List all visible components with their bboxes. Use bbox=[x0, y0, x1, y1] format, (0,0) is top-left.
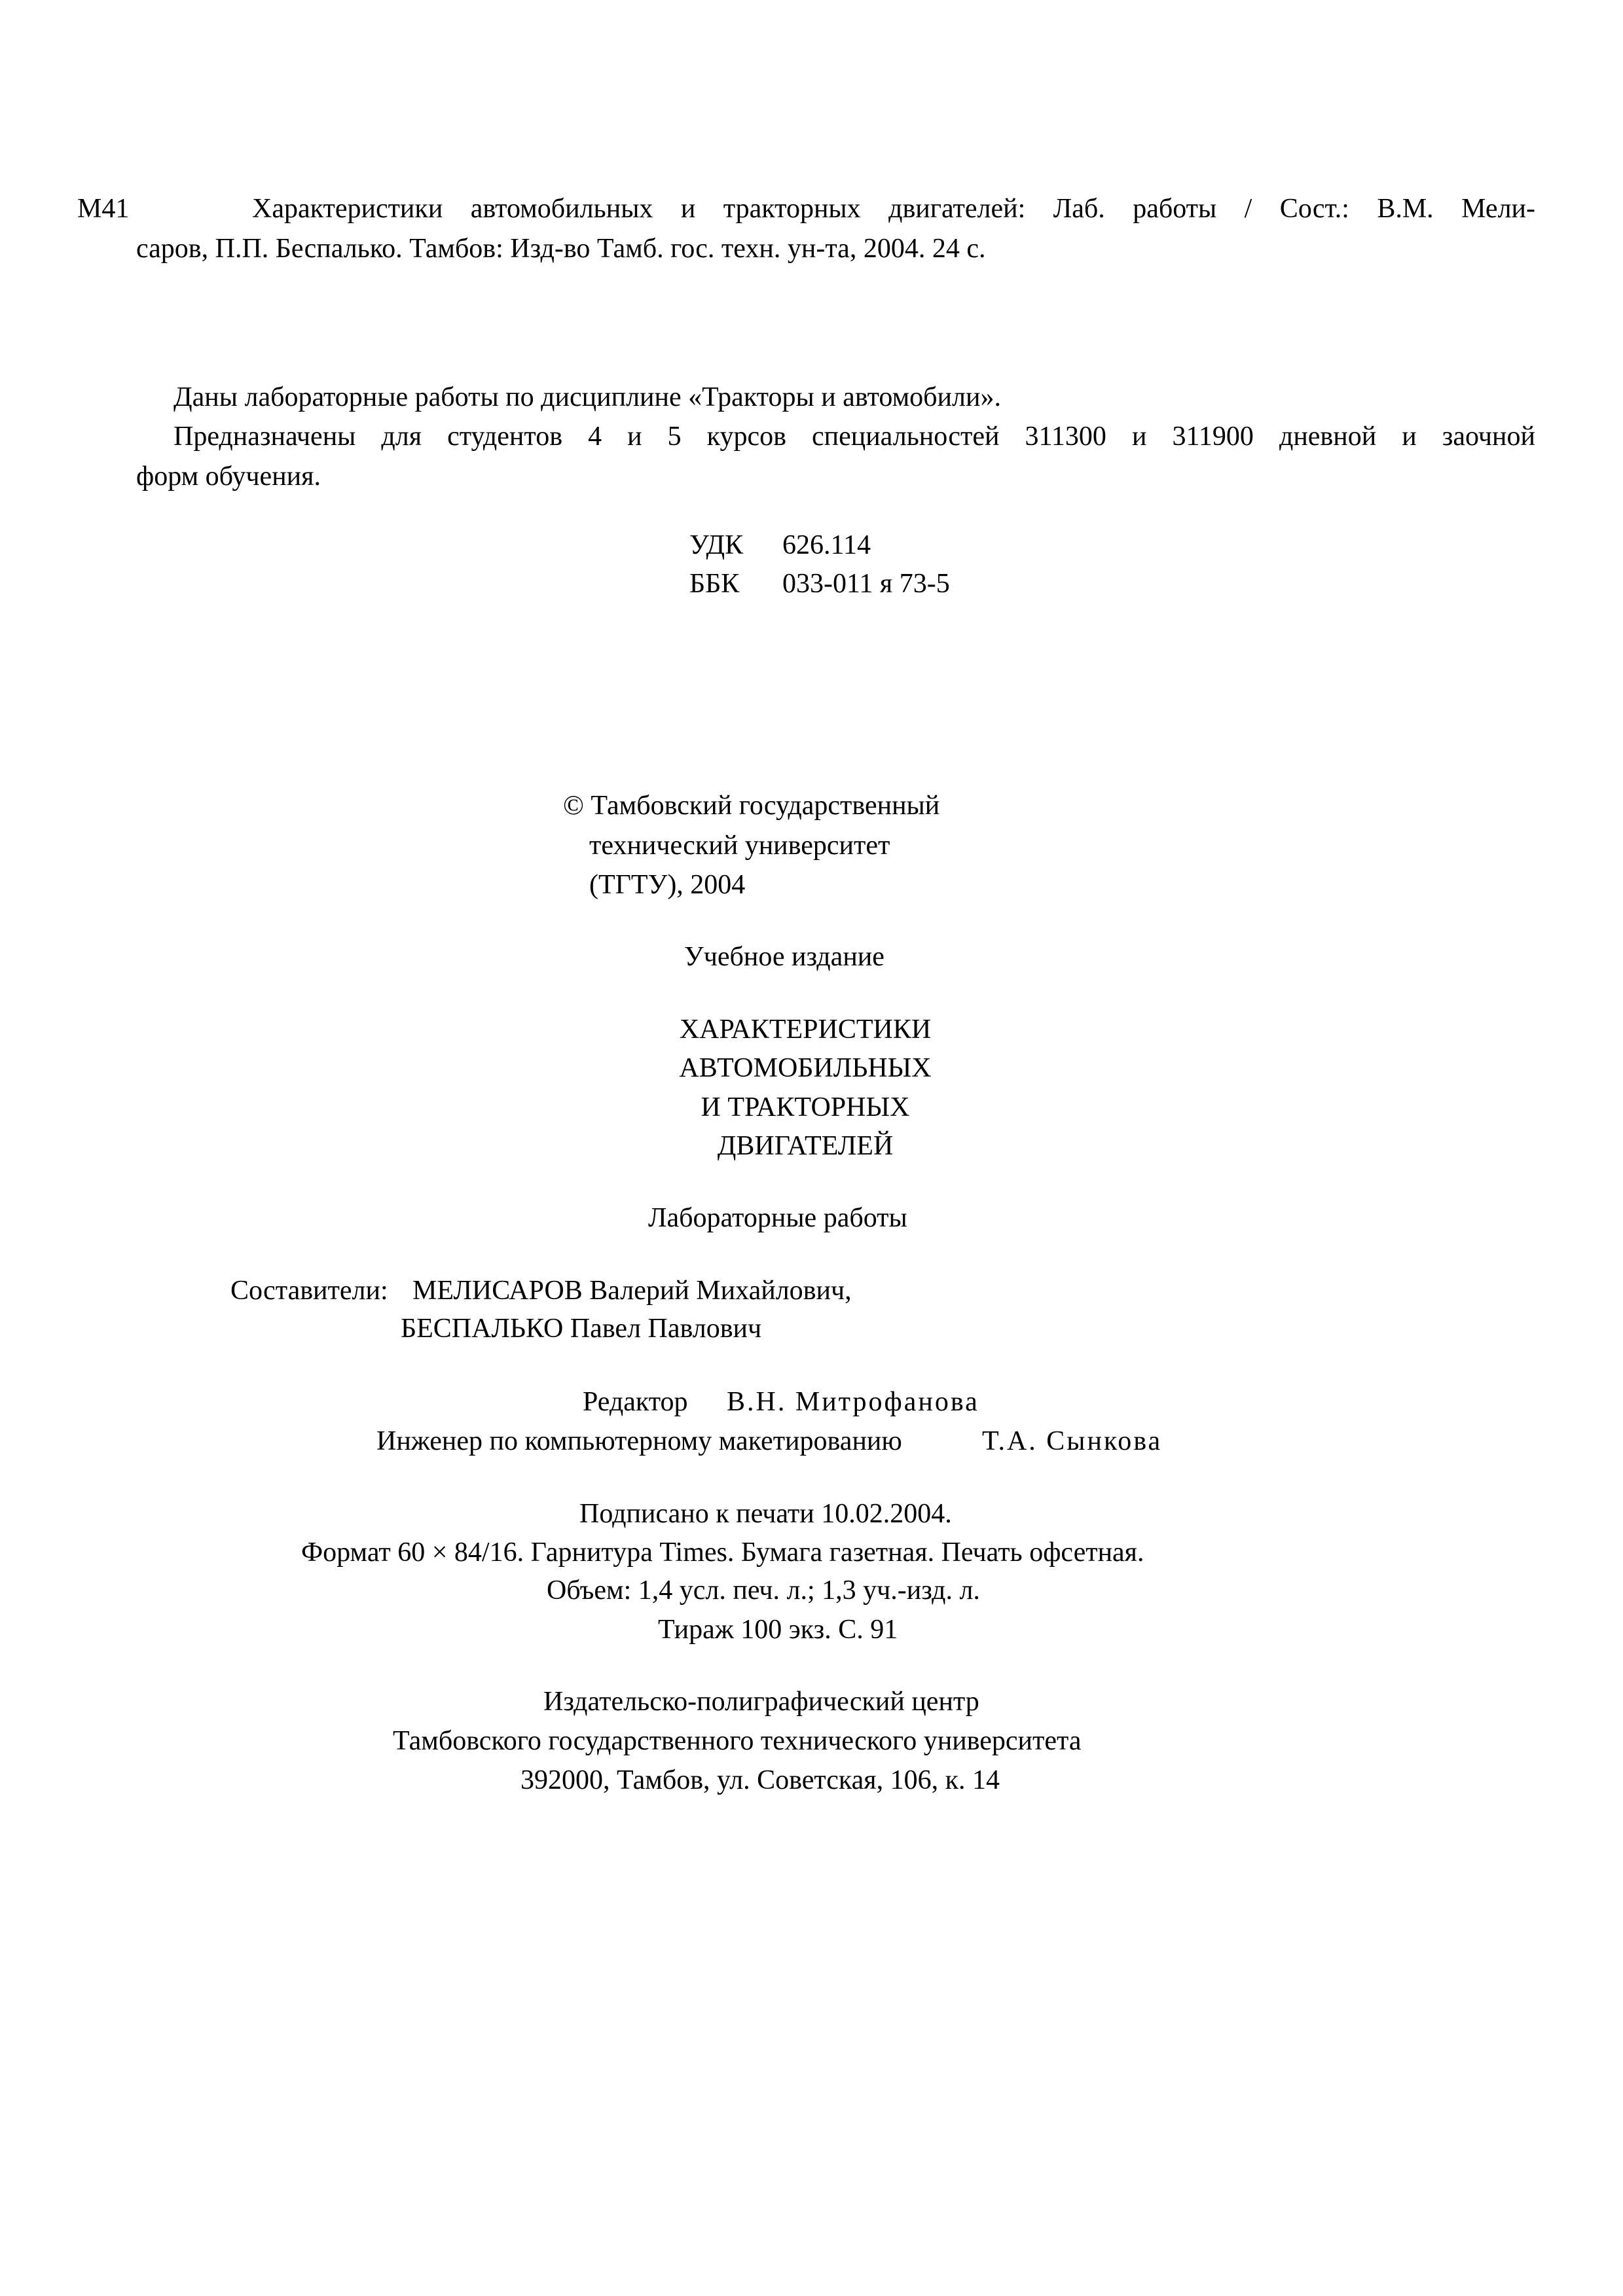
copyright-line-2: технический университет bbox=[589, 831, 890, 861]
print-info-line-2: Формат 60 × 84/16. Гарнитура Times. Бумага газетная. Печать офсетная. bbox=[301, 1537, 1144, 1568]
publisher-line-2: Тамбовского государственного технического университета bbox=[393, 1726, 1082, 1756]
print-info-line-4: Тираж 100 экз. С. 91 bbox=[658, 1615, 898, 1645]
title-line-1: ХАРАКТЕРИСТИКИ bbox=[679, 1014, 932, 1045]
title-line-4: ДВИГАТЕЛЕЙ bbox=[717, 1131, 894, 1161]
compilers-label: Составители: bbox=[230, 1276, 388, 1306]
abstract-line-1: Даны лабораторные работы по дисциплине «Тракторы и автомобили». bbox=[173, 382, 1001, 412]
title-line-3: И ТРАКТОРНЫХ bbox=[701, 1092, 910, 1122]
copyright-line-1: © Тамбовский государственный bbox=[563, 791, 940, 821]
udk-label: УДК bbox=[689, 530, 744, 560]
compiler-name-1: МЕЛИСАРОВ Валерий Михайлович, bbox=[412, 1276, 852, 1306]
editor-name: В.Н. Митрофанова bbox=[727, 1387, 979, 1417]
bbk-label: ББК bbox=[689, 569, 740, 599]
engineer-label: Инженер по компьютерному макетированию bbox=[376, 1426, 902, 1456]
engineer-name: Т.А. Сынкова bbox=[982, 1426, 1163, 1456]
editor-label: Редактор bbox=[583, 1387, 688, 1417]
copyright-line-3: (ТГТУ), 2004 bbox=[589, 870, 746, 900]
title-line-2: АВТОМОБИЛЬНЫХ bbox=[679, 1053, 932, 1083]
publisher-line-3: 392000, Тамбов, ул. Советская, 106, к. 14 bbox=[520, 1765, 1000, 1795]
print-info-line-1: Подписано к печати 10.02.2004. bbox=[579, 1499, 952, 1529]
edition-type: Учебное издание bbox=[684, 942, 884, 972]
catalog-code: М41 bbox=[77, 194, 130, 224]
bibliographic-line-2: саров, П.П. Беспалько. Тамбов: Изд-во Тамб. гос. техн. ун-та, 2004. 24 с. bbox=[136, 234, 986, 264]
bbk-value: 033-011 я 73-5 bbox=[782, 569, 950, 599]
abstract-line-2: Предназначены для студентов 4 и 5 курсов специальностей 311300 и 311900 дневной и заочной bbox=[173, 422, 1535, 452]
subtitle: Лабораторные работы bbox=[648, 1203, 907, 1233]
udk-value: 626.114 bbox=[782, 530, 871, 560]
publisher-line-1: Издательско-полиграфический центр bbox=[543, 1687, 979, 1717]
abstract-line-3: форм обучения. bbox=[136, 461, 321, 492]
bibliographic-line-1: Характеристики автомобильных и тракторных двигателей: Лаб. работы / Сост.: В.М. Мели- bbox=[252, 194, 1535, 224]
print-info-line-3: Объем: 1,4 усл. печ. л.; 1,3 уч.-изд. л. bbox=[547, 1575, 980, 1605]
compiler-name-2: БЕСПАЛЬКО Павел Павлович bbox=[401, 1314, 762, 1344]
